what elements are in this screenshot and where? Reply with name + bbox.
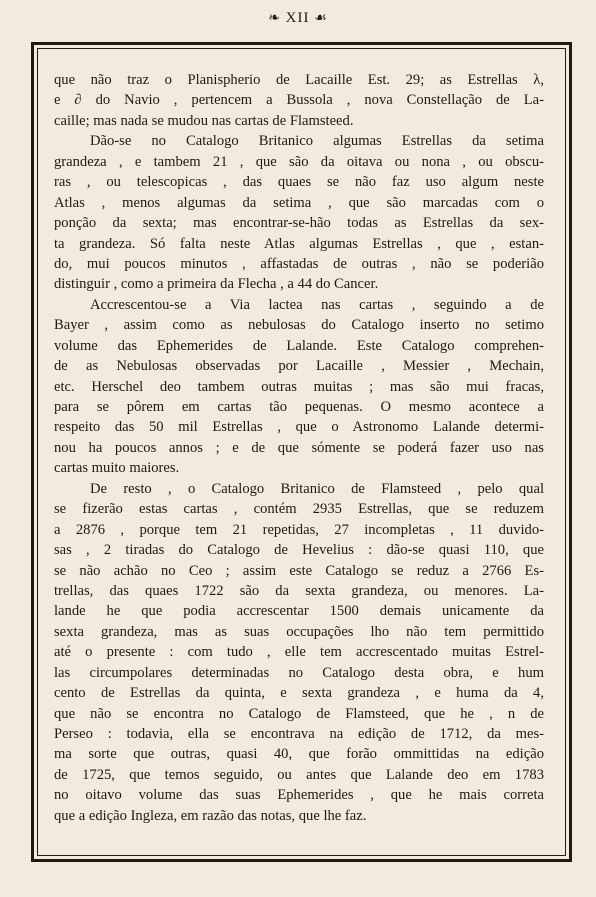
text-line: etc. Herschel deo tambem outras muitas ; mas são mui fracas, bbox=[54, 378, 544, 395]
text-line: ta grandeza. Só falta neste Atlas algumas Estrellas , que , estan- bbox=[54, 235, 544, 252]
text-line: cartas muito maiores. bbox=[54, 460, 180, 477]
paragraph bbox=[54, 479, 544, 826]
page-header bbox=[0, 8, 596, 29]
text-line: Accrescentou-se a Via lactea nas cartas , seguindo a de bbox=[90, 296, 544, 313]
text-line: nou ha poucos annos ; e de que sómente se poderá fazer uso nas bbox=[54, 439, 544, 456]
text-line: se fizerão estas cartas , contém 2935 Estrellas, que se reduzem bbox=[54, 501, 544, 518]
text-line: e ∂ do Navio , pertencem a Bussola , nova Constellação de La- bbox=[54, 92, 544, 109]
text-line: de 1725, que temos seguido, ou antes que Lalande deo em 1783 bbox=[54, 766, 544, 783]
text-line: cento de Estrellas da quinta, e sexta grandeza , e huma da 4, bbox=[54, 685, 544, 702]
text-line: sexta grandeza, mas as suas occupações lho não tem permittido bbox=[54, 623, 544, 640]
text-line: que a edição Ingleza, em razão das notas, que lhe faz. bbox=[54, 807, 367, 824]
text-line: ma sorte que outras, quasi 40, que forão ommittidas na edição bbox=[54, 746, 544, 763]
paragraph bbox=[54, 295, 544, 479]
text-line: Dão-se no Catalogo Britanico algumas Estrellas da setima bbox=[90, 133, 544, 150]
text-line: para se pôrem em cartas tão pequenas. O mesmo acontece a bbox=[54, 399, 544, 415]
text-line: ras , ou telescopicas , das quaes se não faz uso algum neste bbox=[54, 174, 544, 191]
text-line: Bayer , assim como as nebulosas do Catalogo inserto no setimo bbox=[54, 317, 544, 334]
text-line: do, mui poucos minutos , affastadas de outras , não se poderião bbox=[54, 255, 544, 272]
paragraph bbox=[54, 131, 544, 295]
right-ornament-icon: ☙ bbox=[314, 10, 328, 26]
text-line: até o presente : com tudo , elle tem accrescentado muitas Estrel- bbox=[54, 644, 544, 661]
page-number: XII bbox=[285, 10, 310, 26]
text-line: no oitavo volume das suas Ephemerides , que he mais correta bbox=[54, 787, 544, 804]
text-line: se não achão no Ceo ; assim este Catalogo se reduz a 2766 Es- bbox=[54, 562, 544, 579]
text-line: respeito das 50 mil Estrellas , que o Astronomo Lalande determi- bbox=[54, 419, 544, 436]
text-line: trellas, das quaes 1722 são da sexta grandeza, ou menores. La- bbox=[54, 582, 544, 599]
paragraph bbox=[54, 70, 544, 131]
text-line: Atlas , menos algumas da setima , que são marcadas com o bbox=[54, 194, 544, 211]
body-text bbox=[54, 70, 544, 826]
text-line: De resto , o Catalogo Britanico de Flamsteed , pelo qual bbox=[90, 480, 544, 497]
text-line: grandeza , e tambem 21 , que são da oitava ou nona , ou obscu- bbox=[54, 153, 544, 170]
text-line: caille; mas nada se mudou nas cartas de Flamsteed. bbox=[54, 112, 354, 129]
text-line: que não se encontra no Catalogo de Flamsteed, que he , n de bbox=[54, 705, 544, 722]
text-line: ponção da sexta; mas encontrar-se-hão todas as Estrellas da sex- bbox=[54, 215, 544, 232]
text-line: sas , 2 tiradas do Catalogo de Hevelius : dão-se quasi 110, que bbox=[54, 542, 544, 559]
text-line: Perseo : todavia, ella se encontrava na edição de 1712, da mes- bbox=[54, 726, 544, 742]
text-line: las circumpolares determinadas no Catalogo desta obra, e hum bbox=[54, 664, 544, 681]
text-line: de as Nebulosas observadas por Lacaille , Messier , Mechain, bbox=[54, 358, 544, 375]
text-line: a 2876 , porque tem 21 repetidas, 27 incompletas , 11 duvido- bbox=[54, 521, 544, 538]
text-line: lande he que podia accrescentar 1500 demais unicamente da bbox=[54, 603, 544, 620]
text-line: que não traz o Planispherio de Lacaille Est. 29; as Estrellas λ, bbox=[54, 72, 544, 88]
text-line: volume das Ephemerides de Lalande. Este Catalogo comprehen- bbox=[54, 337, 544, 354]
text-line: distinguir , como a primeira da Flecha , a 44 do Cancer. bbox=[54, 276, 379, 293]
left-ornament-icon: ❧ bbox=[268, 10, 281, 26]
